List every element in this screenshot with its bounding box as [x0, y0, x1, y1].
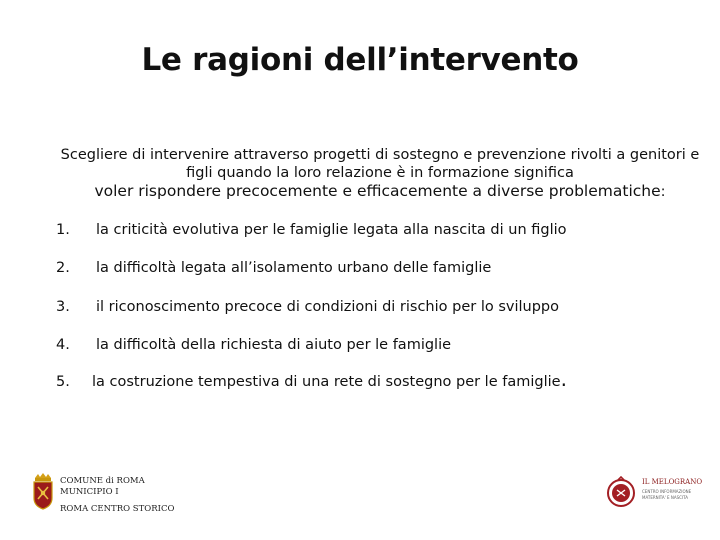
- melograno-subtitle-1: CENTRO INFORMAZIONE: [642, 489, 692, 494]
- intro-paragraph: [40, 146, 720, 201]
- list-number: 5.: [56, 374, 70, 390]
- il-melograno-logo: [605, 474, 705, 514]
- intro-line-1: Scegliere di intervenire attraverso progetti di sostegno e prevenzione rivolti a genitori e: [60, 147, 700, 163]
- list-text: il riconoscimento precoce di condizioni di rischio per lo sviluppo: [96, 299, 560, 315]
- list-text: la difficoltà della richiesta di aiuto per le famiglie: [96, 337, 452, 353]
- roma-crest-icon: [32, 472, 54, 510]
- melograno-name: IL MELOGRANO: [642, 478, 703, 486]
- intro-line-3: [40, 182, 720, 201]
- intro-colon: :: [660, 184, 666, 200]
- list-number: 2.: [56, 260, 70, 276]
- centro-storico-line: ROMA CENTRO STORICO: [60, 504, 175, 514]
- comune-di-roma-logo: [32, 470, 175, 515]
- list-number: 1.: [56, 222, 70, 238]
- list-text-body: la costruzione tempestiva di una rete di sostegno per le famiglie: [92, 374, 561, 390]
- intro-line-2: figli quando la loro relazione è in formazione significa: [186, 165, 574, 181]
- list-number: 3.: [56, 299, 70, 315]
- list-text: la criticità evolutiva per le famiglie legata alla nascita di un figlio: [96, 222, 567, 238]
- municipio-line: MUNICIPIO I: [60, 487, 119, 497]
- comune-line: COMUNE di ROMA: [60, 476, 145, 486]
- intro-emphasis: voler rispondere precocemente e efficacemente a diverse problematiche: [94, 182, 661, 200]
- slide-title: Le ragioni dell’intervento: [141, 42, 579, 78]
- list-number: 4.: [56, 337, 70, 353]
- melograno-subtitle-2: MATERNITA' E NASCITA: [642, 495, 688, 500]
- pomegranate-icon: [605, 476, 637, 508]
- list-text: la difficoltà legata all’isolamento urbano delle famiglie: [96, 260, 492, 276]
- list-period: .: [560, 367, 567, 391]
- list-text: [92, 367, 567, 391]
